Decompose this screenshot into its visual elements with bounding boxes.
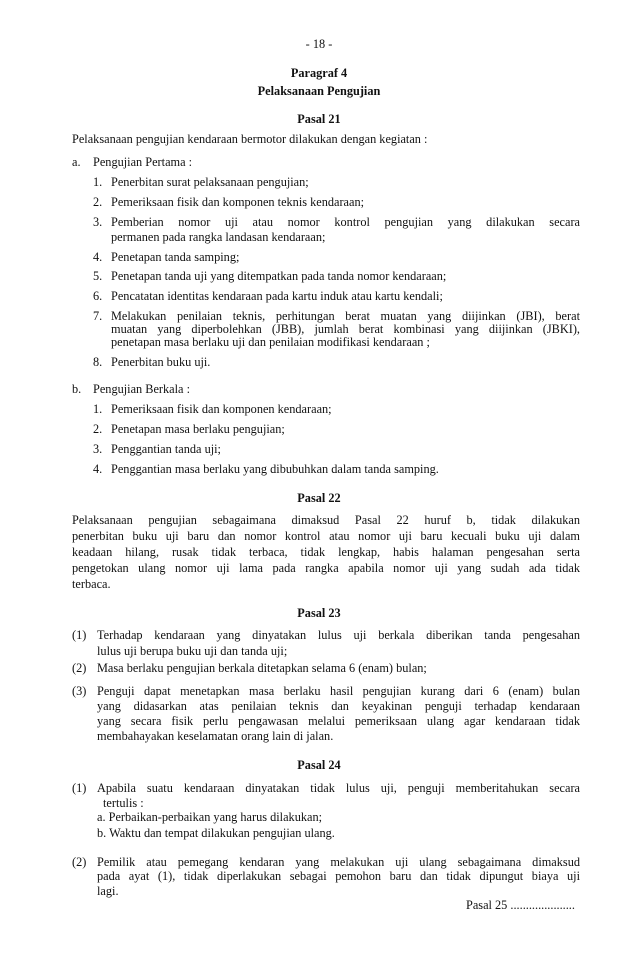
paragraph-line: Pelaksanaan pengujian sebagaimana dimaksud Pasal 22 huruf b, tidak dilakukan [72, 513, 580, 527]
ayat-text: yang secara fisik perlu pengawasan melalui pemeriksaan ulang agar kendaraan tidak [97, 714, 580, 728]
pasal-21-intro: Pelaksanaan pengujian kendaraan bermotor dilakukan dengan kegiatan : [72, 132, 428, 146]
list-item-number: 1. [93, 402, 103, 416]
list-item-text: Pemeriksaan fisik dan komponen kendaraan; [111, 402, 332, 416]
list-item-text: Penerbitan buku uji. [111, 355, 211, 369]
list-item-text: Pencatatan identitas kendaraan pada kartu induk atau kartu kendali; [111, 289, 443, 303]
list-item-number: 8. [93, 355, 103, 369]
list-item-text: muatan yang diperbolehkan (JBB), jumlah berat kombinasi yang diijinkan (JBKI), [111, 322, 580, 336]
ayat-text: tertulis : [103, 796, 144, 810]
list-item-text: Penetapan tanda samping; [111, 250, 240, 264]
pengujian-berkala-label: Pengujian Berkala : [93, 382, 190, 396]
page-number: - 18 - [305, 37, 333, 51]
list-letter-a: a. [72, 155, 81, 169]
list-item-number: 2. [93, 195, 103, 209]
list-item-text: Pemberian nomor uji atau nomor kontrol pengujian yang dilakukan secara [111, 215, 580, 229]
list-item-text: Penetapan tanda uji yang ditempatkan pada tanda nomor kendaraan; [111, 269, 447, 283]
list-item-text: Pemeriksaan fisik dan komponen teknis kendaraan; [111, 195, 365, 209]
ayat-text: membahayakan keselamatan orang lain di jalan. [97, 729, 334, 743]
pasal-22-title: Pasal 22 [297, 491, 341, 505]
list-item-text: Penerbitan surat pelaksanaan pengujian; [111, 175, 309, 189]
ayat-text: Masa berlaku pengujian berkala ditetapkan selama 6 (enam) bulan; [97, 661, 427, 675]
list-item-number: 5. [93, 269, 103, 283]
pasal-24-title: Pasal 24 [297, 758, 341, 772]
list-item-number: 1. [93, 175, 103, 189]
list-item-number: 4. [93, 250, 103, 264]
list-item-text: Penetapan masa berlaku pengujian; [111, 422, 285, 436]
ayat-number: (2) [72, 855, 87, 869]
ayat-text: pada ayat (1), tidak diperlakukan sebagai pemohon baru dan tidak dipungut biaya uji [97, 869, 580, 883]
list-item-number: 3. [93, 215, 103, 229]
paragraf-label: Paragraf 4 [290, 66, 348, 80]
paragraph-line: pengetokan ulang nomor uji lama pada rangka apabila nomor uji yang sudah ada tidak [72, 561, 580, 575]
ayat-text: lagi. [97, 884, 119, 898]
ayat-number: (1) [72, 628, 87, 642]
ayat-text: Penguji dapat menetapkan masa berlaku hasil pengujian kurang dari 6 (enam) bulan [97, 684, 580, 698]
ayat-number: (1) [72, 781, 87, 795]
list-item-number: 6. [93, 289, 103, 303]
list-item-number: 3. [93, 442, 103, 456]
section-title: Pelaksanaan Pengujian [257, 84, 381, 98]
ayat-number: (3) [72, 684, 87, 698]
list-item-number: 2. [93, 422, 103, 436]
paragraph-line: penerbitan buku uji baru dan nomor kontrol atau nomor uji baru kecuali buku uji dalam [72, 529, 580, 543]
list-item-text: Melakukan penilaian teknis, perhitungan berat muatan yang diijinkan (JBI), berat [111, 309, 580, 323]
ayat-number: (2) [72, 661, 87, 675]
list-letter-b: b. [72, 382, 82, 396]
list-item-text: penetapan masa berlaku uji dan penilaian modifikasi kendaraan ; [111, 335, 430, 349]
sub-item-text: b. Waktu dan tempat dilakukan pengujian ulang. [97, 826, 335, 840]
list-item-number: 7. [93, 309, 103, 323]
ayat-text: Terhadap kendaraan yang dinyatakan lulus uji berkala diberikan tanda pengesahan [97, 628, 580, 642]
ayat-text: lulus uji berupa buku uji dan tanda uji; [97, 644, 288, 658]
paragraph-line: keadaan hilang, rusak tidak terbaca, tidak lengkap, habis halaman pengesahan serta [72, 545, 580, 559]
ayat-text: Apabila suatu kendaraan dinyatakan tidak lulus uji, penguji memberitahukan secara [97, 781, 580, 795]
pasal-23-title: Pasal 23 [297, 606, 341, 620]
list-item-text: permanen pada rangka landasan kendaraan; [111, 230, 326, 244]
next-page-reference: Pasal 25 ..................... [466, 898, 575, 912]
list-item-text: Penggantian masa berlaku yang dibubuhkan dalam tanda samping. [111, 462, 439, 476]
pengujian-pertama-label: Pengujian Pertama : [93, 155, 193, 169]
list-item-number: 4. [93, 462, 103, 476]
sub-item-text: a. Perbaikan-perbaikan yang harus dilakukan; [97, 810, 323, 824]
list-item-text: Penggantian tanda uji; [111, 442, 221, 456]
ayat-text: Pemilik atau pemegang kendaran yang melakukan uji ulang sebagaimana dimaksud [97, 855, 580, 869]
ayat-text: yang didasarkan atas penilaian teknis dan keyakinan penguji terhadap kendaraan [97, 699, 580, 713]
paragraph-line: terbaca. [72, 577, 111, 591]
pasal-21-title: Pasal 21 [297, 112, 341, 126]
